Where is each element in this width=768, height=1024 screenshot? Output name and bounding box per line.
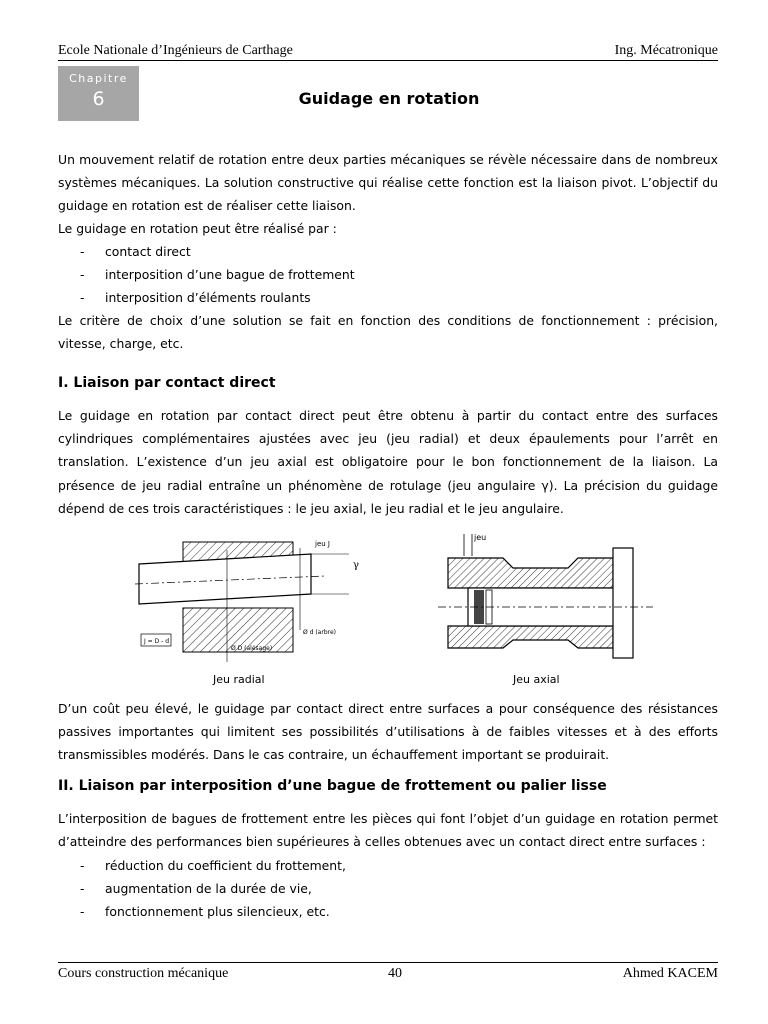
- list-item: - fonctionnement plus silencieux, etc.: [80, 904, 330, 919]
- end-flange: [613, 548, 633, 658]
- list-item: - interposition d’éléments roulants: [80, 290, 311, 305]
- jeu-j-label: jeu J: [315, 540, 330, 548]
- course-name: Cours construction mécanique: [58, 966, 229, 981]
- section-1-heading: I. Liaison par contact direct: [58, 375, 276, 391]
- intro-paragraph-1: Un mouvement relatif de rotation entre deux parties mécaniques se révèle nécessaire dans de nombreux systèmes mécaniques. La solution constructive qui réalise cette fonction est la liaison pivot. L’objectif du guidage en rotation est de réaliser cette liaison.: [58, 152, 718, 214]
- section-1-paragraph-2: D’un coût peu élevé, le guidage par contact direct entre surfaces a pour conséquence des résistances passives importantes qui limitent ses possibilités d’utilisations à de faibles vitesses et à des efforts transmissibles modérés. Dans le cas contraire, un échauffement important se produirait.: [58, 701, 718, 763]
- chapter-number: 6: [92, 88, 105, 110]
- list-item: - contact direct: [80, 244, 191, 259]
- housing-lower: [448, 626, 613, 648]
- section-2-paragraph-1: L’interposition de bagues de frottement entre les pièces qui font l’objet d’un guidage en rotation permet d’atteindre des performances bien supérieures à celles obtenues avec un contact direct entre surfaces :: [58, 811, 718, 850]
- footer-rule: [58, 962, 718, 963]
- bore-diameter-label: Ø D (alésage): [231, 645, 273, 652]
- program-name: Ing. Mécatronique: [614, 43, 718, 58]
- list-item: - interposition d’une bague de frottement: [80, 267, 355, 282]
- chapter-label: Chapitre: [69, 72, 128, 85]
- list-item: - augmentation de la durée de vie,: [80, 881, 312, 896]
- page-number: 40: [388, 966, 402, 981]
- gamma-label: γ: [353, 560, 359, 571]
- intro-paragraph-3: Le critère de choix d’une solution se fait en fonction des conditions de fonctionnement : précision, vitesse, charge, etc.: [58, 313, 718, 352]
- housing-upper: [448, 558, 613, 588]
- figure-left-caption: Jeu radial: [213, 673, 265, 686]
- page-footer: [58, 966, 718, 986]
- axial-clearance-figure: [408, 528, 658, 668]
- shaft-diameter-label: Ø d (arbre): [303, 629, 337, 636]
- page-header: [58, 43, 718, 59]
- shaft-body: [139, 554, 311, 604]
- section-2-heading: II. Liaison par interposition d’une bague de frottement ou palier lisse: [58, 778, 607, 794]
- radial-clearance-figure: [135, 530, 365, 670]
- jeu-label: jeu: [474, 533, 487, 542]
- intro-paragraph-2: Le guidage en rotation peut être réalisé par :: [58, 221, 337, 236]
- author-name: Ahmed KACEM: [622, 966, 718, 981]
- page-title: Guidage en rotation: [298, 89, 480, 108]
- school-name: Ecole Nationale d’Ingénieurs de Carthage: [58, 43, 293, 58]
- section-1-paragraph-1: Le guidage en rotation par contact direct peut être obtenu à partir du contact entre des surfaces cylindriques complémentaires ajustées avec jeu (jeu radial) et deux épaulements pour l’arrêt en translation. L’existence d’un jeu axial est obligatoire pour le bon fonctionnement de la liaison. La présence de jeu radial entraîne un phénomène de rotulage (jeu angulaire γ). La précision du guidage dépend de ces trois caractéristiques : le jeu axial, le jeu radial et le jeu angulaire.: [58, 408, 718, 516]
- list-item: - réduction du coefficient du frottement,: [80, 858, 346, 873]
- figure-right-caption: Jeu axial: [513, 673, 560, 686]
- header-rule: [58, 60, 718, 61]
- clearance-formula: J = D - d: [144, 638, 170, 645]
